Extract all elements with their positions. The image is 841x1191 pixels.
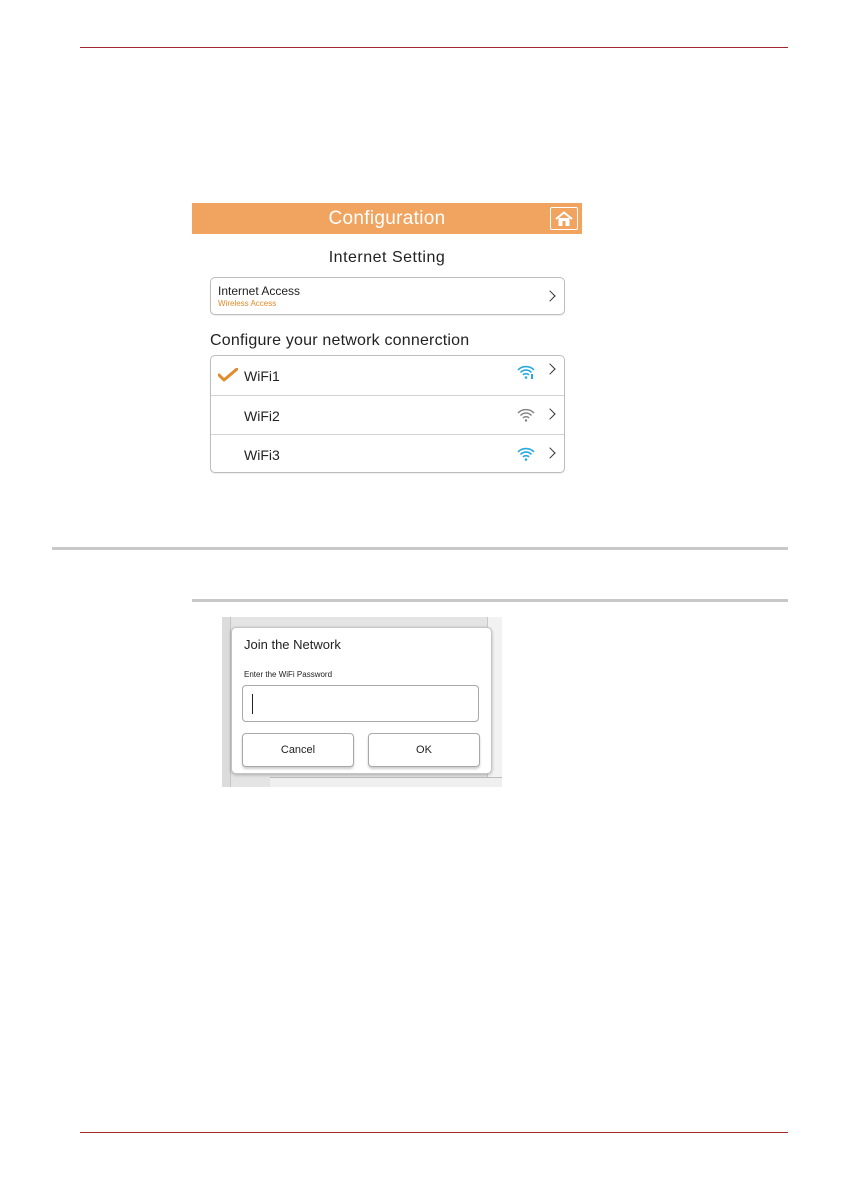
wifi-signal-icon [517,365,535,379]
background-panel [270,777,502,787]
network-name: WiFi3 [244,447,280,463]
internet-access-item[interactable] [210,277,565,315]
wifi-signal-icon [517,447,535,461]
network-section-title: Configure your network connerction [210,332,470,349]
join-network-dialog [231,627,492,774]
network-item-wifi1[interactable] [211,356,564,394]
network-name: WiFi1 [244,368,280,384]
text-caret [252,694,253,714]
page-bottom-rule [80,1132,788,1133]
ok-button[interactable]: OK [368,733,480,767]
network-item-wifi3[interactable] [211,434,564,473]
chevron-right-icon [544,447,555,458]
chevron-right-icon [544,408,555,419]
checkmark-icon [218,368,238,382]
section-divider [52,547,788,550]
network-name: WiFi2 [244,408,280,424]
join-network-screenshot [222,617,502,787]
network-list [210,355,565,473]
internet-access-label: Internet Access [218,284,301,298]
background-panel [222,617,231,787]
network-item-wifi2[interactable] [211,395,564,434]
dialog-title: Join the Network [244,637,341,652]
chevron-right-icon [544,290,555,301]
password-label: Enter the WiFi Password [244,670,333,679]
wifi-password-input[interactable] [242,685,479,722]
section-divider [192,599,788,602]
configuration-screenshot [192,203,582,493]
cancel-button[interactable]: Cancel [242,733,354,767]
home-button[interactable] [550,207,578,230]
internet-setting-title: Internet Setting [328,249,446,266]
chevron-right-icon [544,363,555,374]
wifi-signal-icon [517,408,535,422]
internet-access-value: Wireless Access [218,299,277,308]
home-icon [554,211,574,227]
configuration-title: Configuration [328,207,446,229]
configuration-header [192,203,582,234]
page-top-rule [80,47,788,48]
